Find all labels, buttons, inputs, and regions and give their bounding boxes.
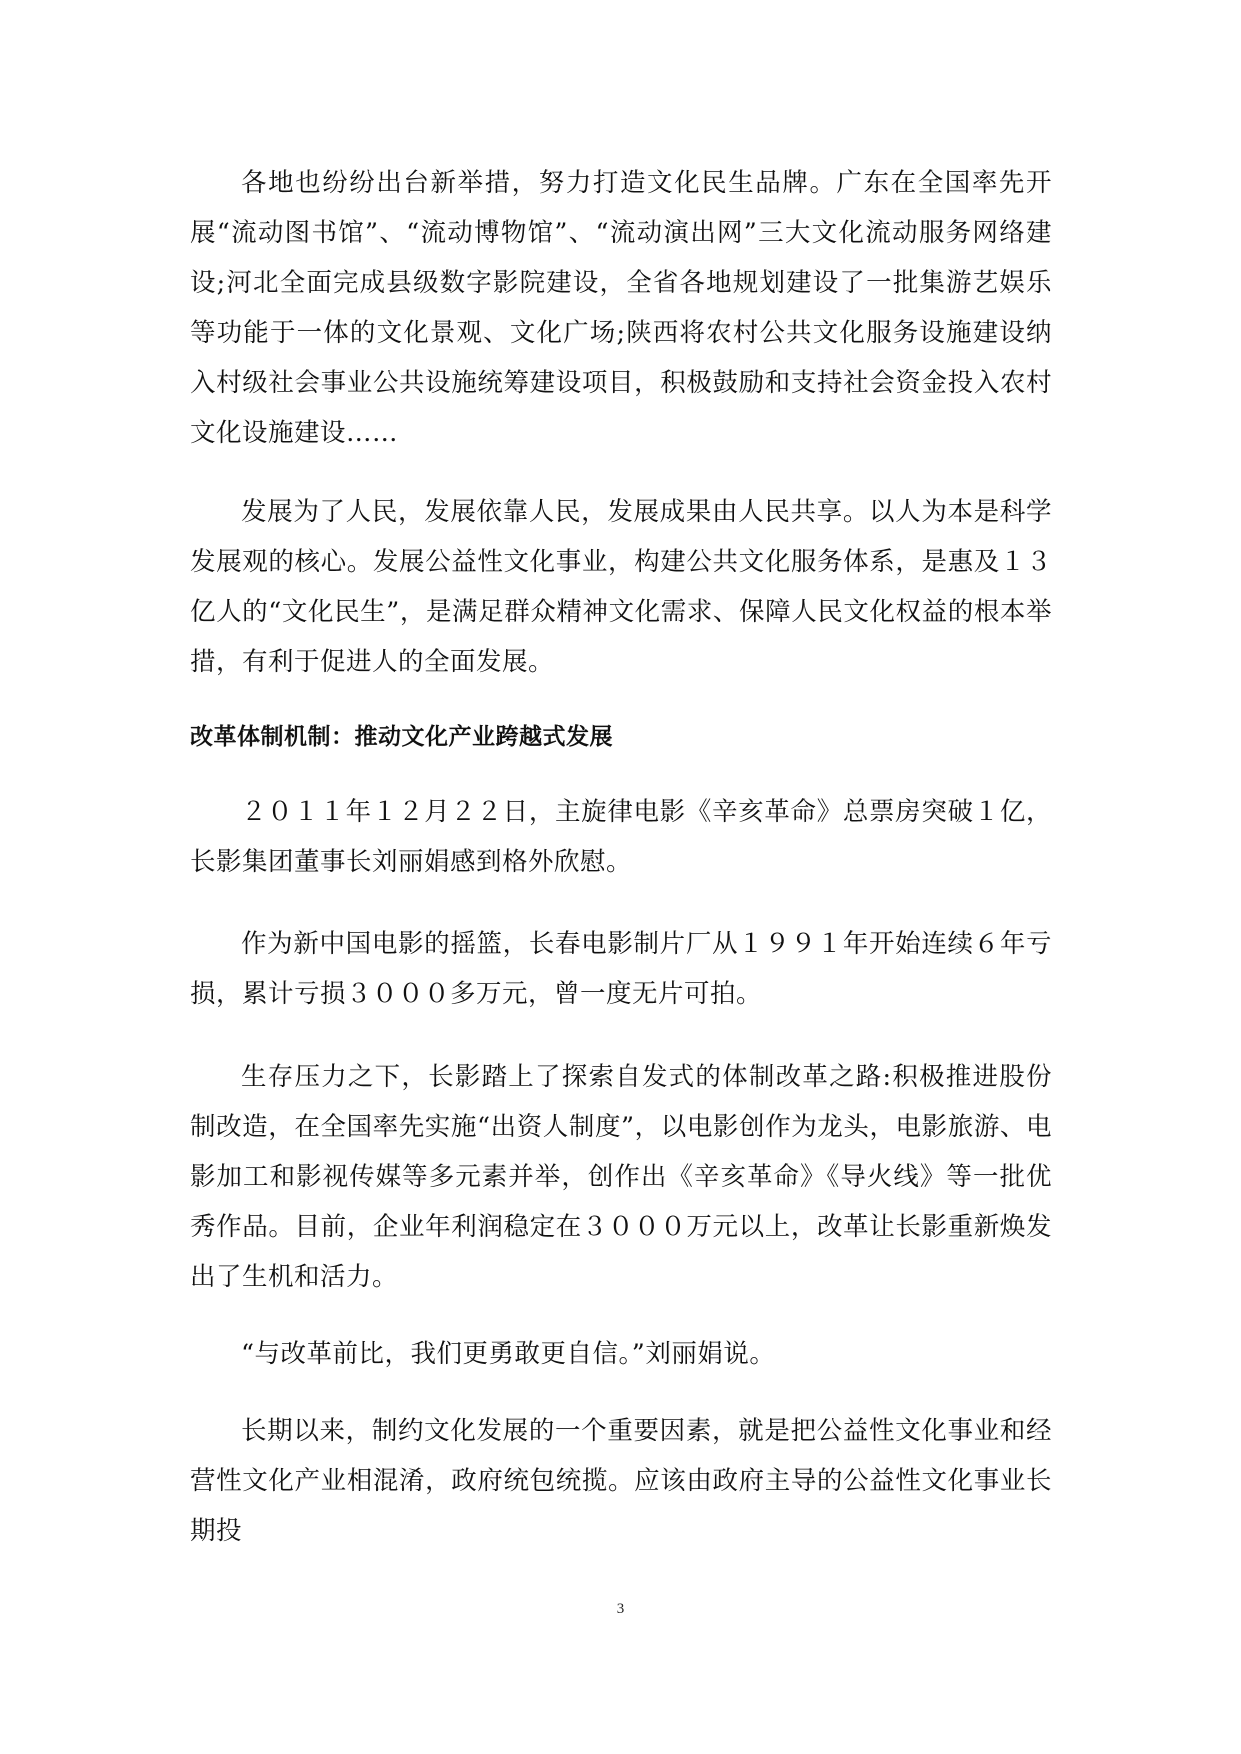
paragraph-changchun-film-studio: 作为新中国电影的摇篮，长春电影制片厂从１９９１年开始连续６年亏损，累计亏损３０００多万元，曾一度无片可拍。 (190, 929, 1052, 1009)
section-heading: 改革体制机制：推动文化产业跨越式发展 (190, 724, 613, 750)
paragraph-institutional-constraints: 长期以来，制约文化发展的一个重要因素，就是把公益性文化事业和经营性文化产业相混淆，政府统包统揽。应该由政府主导的公益性文化事业长期投 (190, 1416, 1052, 1546)
page-number: 3 (616, 1601, 625, 1617)
paragraph-quote-liu-lijuan: “与改革前比，我们更勇敢更自信。”刘丽娟说。 (241, 1339, 776, 1369)
paragraph-studio-reform: 生存压力之下，长影踏上了探索自发式的体制改革之路:积极推进股份制改造，在全国率先实施“出资人制度”，以电影创作为龙头，电影旅游、电影加工和影视传媒等多元素并举，创作出《辛亥革命》《导火线》等一批优秀作品。目前，企业年利润稳定在３０００万元以上，改革让长影重新焕发出了生机和活力。 (190, 1062, 1052, 1292)
document-page (190, 158, 1052, 1556)
paragraph-cultural-livelihood-measures: 各地也纷纷出台新举措，努力打造文化民生品牌。广东在全国率先开展“流动图书馆”、“流动博物馆”、“流动演出网”三大文化流动服务网络建设;河北全面完成县级数字影院建设，全省各地规划建设了一批集游艺娱乐等功能于一体的文化景观、文化广场;陕西将农村公共文化服务设施建设纳入村级社会事业公共设施统筹建设项目，积极鼓励和支持社会资金投入农村文化设施建设…… (190, 168, 1052, 448)
paragraph-box-office: ２０１１年１２月２２日，主旋律电影《辛亥革命》总票房突破１亿，长影集团董事长刘丽娟感到格外欣慰。 (190, 797, 1052, 877)
paragraph-people-centered-development: 发展为了人民，发展依靠人民，发展成果由人民共享。以人为本是科学发展观的核心。发展公益性文化事业，构建公共文化服务体系，是惠及１３亿人的“文化民生”，是满足群众精神文化需求、保障人民文化权益的根本举措，有利于促进人的全面发展。 (190, 497, 1052, 677)
